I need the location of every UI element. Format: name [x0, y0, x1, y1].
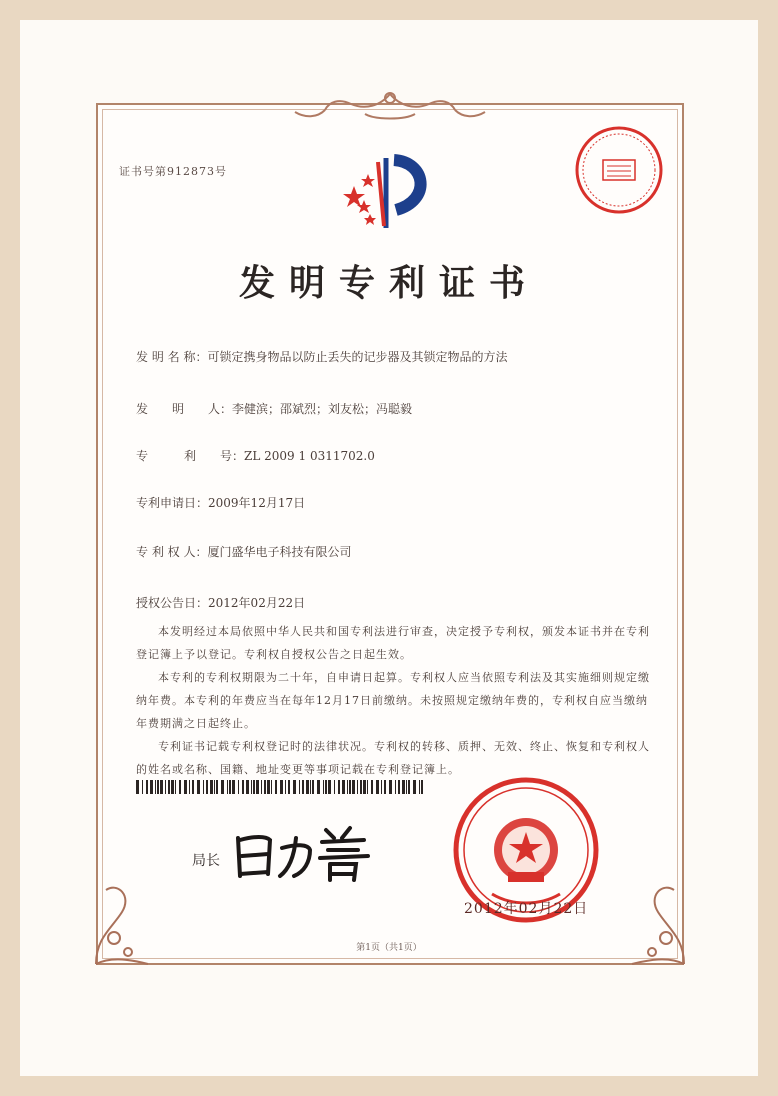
corner-ornament-icon — [92, 868, 152, 968]
top-ornament-icon — [285, 88, 495, 122]
field-grant-date — [136, 594, 305, 611]
field-patent-number — [136, 447, 375, 464]
field-label: 授权公告日： — [136, 596, 209, 610]
field-value: 厦门盛华电子科技有限公司 — [207, 545, 352, 559]
field-label: 发 明 人： — [136, 402, 233, 416]
field-value: 可锁定携身物品以防止丢失的记步器及其锁定物品的方法 — [207, 350, 508, 364]
body-paragraph: 本发明经过本局依照中华人民共和国专利法进行审查，决定授予专利权，颁发本证书并在专利登记簿上予以登记。专利权自授权公告之日起生效。 — [136, 625, 650, 661]
patent-office-logo-icon — [340, 152, 440, 232]
top-right-seal-icon — [573, 124, 665, 216]
field-value: 李健滨；邵斌烈；刘友松；冯聪毅 — [232, 402, 413, 416]
signature-label: 局长 — [192, 853, 220, 869]
certificate-body — [136, 620, 656, 781]
field-label: 专利申请日： — [136, 496, 209, 510]
field-label: 专 利 号： — [136, 449, 245, 463]
field-label: 专 利 权 人： — [136, 545, 208, 559]
field-value: ZL 2009 1 0311702.0 — [244, 449, 375, 463]
barcode-icon — [136, 780, 426, 794]
field-value: 2009年12月17日 — [208, 496, 306, 510]
body-paragraph: 专利证书记载专利权登记时的法律状况。专利权的转移、质押、无效、终止、恢复和专利权人的姓名或名称、国籍、地址变更等事项记载在专利登记簿上。 — [136, 740, 650, 776]
field-value: 2012年02月22日 — [208, 596, 306, 610]
body-paragraph: 本专利的专利权期限为二十年，自申请日起算。专利权人应当依照专利法及其实施细则规定缴纳年费。本专利的年费应当在每年12月17日前缴纳。未按照规定缴纳年费的，专利权自应当缴纳年费期满之日起终止。 — [136, 671, 650, 730]
field-invention-name — [136, 348, 507, 365]
certificate-title: 发明专利证书 — [238, 262, 539, 304]
certificate-number: 证书号第912873号 — [119, 165, 227, 178]
seal-date: 2012年02月22日 — [464, 901, 589, 917]
field-label: 发 明 名 称： — [136, 350, 208, 364]
corner-ornament-icon — [628, 868, 688, 968]
field-inventors — [136, 400, 412, 417]
field-application-date — [136, 494, 305, 511]
field-patentee — [136, 543, 351, 560]
page-number: 第1页（共1页） — [356, 943, 422, 953]
director-signature-icon — [230, 818, 380, 888]
